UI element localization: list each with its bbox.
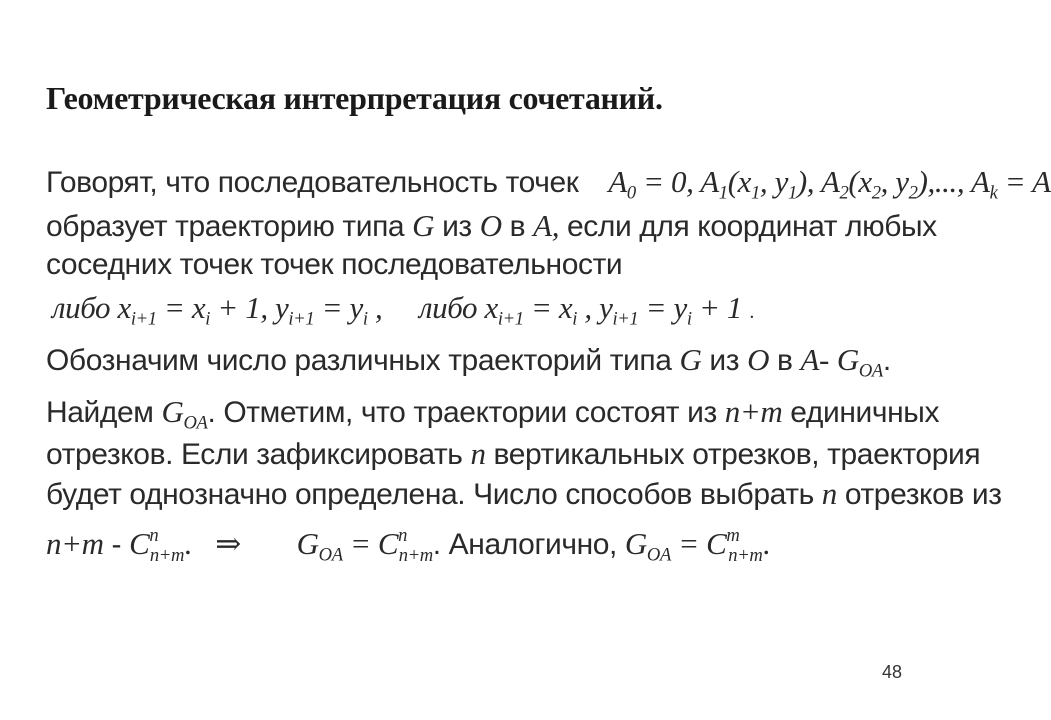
- symbol-O: O: [479, 208, 502, 243]
- dash: -: [103, 528, 130, 561]
- cond-label-2: либо: [419, 290, 478, 325]
- para3-line3-text-a: будет однозначно определена. Число способов выбрать: [46, 478, 814, 511]
- para2-line: Обозначим число различных траекторий типа G из O в A- $G_{OA}$.: [46, 342, 891, 382]
- symbol-G: G: [412, 208, 435, 243]
- para1-text1: Говорят, что последовательность точек: [46, 166, 579, 199]
- implies-arrow: ⇒: [215, 526, 241, 561]
- analog-text: . Аналогично,: [432, 528, 617, 561]
- para3-line3: [46, 476, 1002, 512]
- G-OA-symbol-2: $G_{OA}$: [161, 394, 208, 434]
- G-OA-equals-C-n: $G_{OA} = C^n_{n+m}$: [296, 524, 433, 566]
- para3-line4: $n+m - C^n_{n+m}$. ⇒ $G_{OA} = C^n_{n+m}$. Аналогично, $G_{OA} = C^m_{n+m}$.: [46, 524, 770, 566]
- para2-text-c: в: [777, 344, 793, 377]
- conditions-formula: либо $x_{i+1} = x_i + 1$, $y_{i+1} = y_i$ , либо $x_{i+1} = x_i$ , $y_{i+1} = y_i + 1$ .: [52, 290, 754, 330]
- para1-line2-text-b: из: [442, 210, 472, 243]
- para1-line1: [46, 164, 1051, 204]
- para3-text-c: единичных: [790, 396, 940, 429]
- para3-line2-text-b: вертикальных отрезков, траектория: [493, 438, 981, 471]
- n-plus-m-2: n+m: [46, 526, 104, 561]
- C-n-nm-formula: $C^n_{n+m}$: [129, 524, 184, 566]
- para2-symbol-A: A-: [800, 342, 829, 377]
- para3-line2-text-a: отрезков. Если зафиксировать: [46, 438, 463, 471]
- cond-label-1: либо: [52, 290, 111, 325]
- para1-line2-text-d: если для координат любых: [566, 210, 937, 243]
- page-number: 48: [881, 662, 902, 682]
- G-OA-equals-C-m: $G_{OA} = C^m_{n+m}$: [624, 524, 763, 566]
- G-OA-symbol: $G_{OA}$: [836, 342, 883, 382]
- para1-line3: соседних точек точек последовательности: [46, 248, 623, 281]
- para2-text-a: Обозначим число различных траекторий типа: [46, 344, 672, 377]
- para2-symbol-O: O: [747, 342, 770, 377]
- n-plus-m: n+m: [724, 394, 783, 429]
- para1-line2-text-a: образует траекторию типа: [46, 210, 405, 243]
- para1-line2-text-c: в: [509, 210, 526, 243]
- para2-symbol-G: G: [679, 342, 702, 377]
- para2-text-b: из: [709, 344, 740, 377]
- symbol-A: A,: [533, 208, 560, 243]
- para3-line3-text-b: отрезков из: [844, 478, 1002, 511]
- para3-text-a: Найдем: [46, 396, 154, 429]
- para3-line1: [46, 394, 940, 434]
- symbol-n: n: [470, 436, 486, 471]
- para3-line2: [46, 436, 980, 472]
- slide-title: Геометрическая интерпретация сочетаний.: [46, 80, 663, 116]
- para1-line2: [46, 208, 937, 244]
- symbol-n-2: n: [821, 476, 837, 511]
- points-formula: $A_0 = 0$, $A_1(x_1$, $y_1$), $A_2(x_2$, $y_2$),..., $A_k = A$: [608, 164, 1051, 204]
- para3-text-b: . Отметим, что траектории состоят из: [207, 396, 717, 429]
